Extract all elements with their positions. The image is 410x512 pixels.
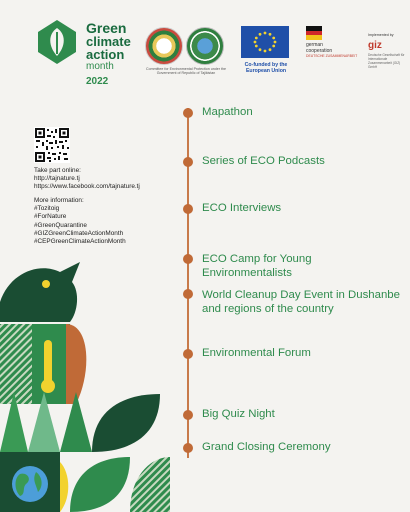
event-world-cleanup-day: World Cleanup Day Event in Dushanbe and regions of the country [202, 289, 400, 315]
striped-leaf-icon [130, 457, 170, 512]
eu-caption: Co-funded by the European Union [244, 62, 288, 74]
german-cooperation-sub: DEUTSCHE ZUSAMMENARBEIT [306, 54, 358, 58]
environment-committee-seal-icon [186, 27, 224, 65]
event-eco-podcasts: Series of ECO Podcasts [202, 155, 325, 167]
hashtag: #ForNature [34, 213, 67, 221]
leaf-icon [70, 457, 130, 512]
timeline-dot [183, 443, 193, 453]
striped-leaf-icon [0, 324, 32, 404]
hashtag: #GIZGreenClimateActionMonth [34, 229, 124, 237]
timeline-dot [183, 410, 193, 420]
event-mapathon: Mapathon [202, 106, 253, 118]
timeline-dot [183, 289, 193, 299]
timeline-dot [183, 349, 193, 359]
eu-flag-icon [241, 26, 289, 58]
timeline-dot [183, 108, 193, 118]
brand-line-climate: climate [86, 34, 131, 49]
brand-title [86, 22, 131, 87]
timeline-dot [183, 157, 193, 167]
brand-line-action: action [86, 47, 125, 62]
timeline-dot [183, 204, 193, 214]
bird-icon [0, 262, 80, 322]
take-part-label: Take part online: [34, 167, 81, 174]
giz-logo: giz [368, 40, 382, 51]
thermometer-icon [44, 340, 52, 384]
nature-illustration [0, 262, 170, 512]
committee-caption: Committee for Environmental Protection under the Government of Republic of Tajikistan [146, 67, 226, 76]
qr-code-icon[interactable] [34, 127, 70, 163]
event-grand-closing-ceremony: Grand Closing Ceremony [202, 441, 331, 453]
brand-line-green: Green [86, 20, 127, 36]
green-climate-action-logo-icon [36, 18, 78, 66]
brand-year: 2022 [86, 76, 109, 87]
url-facebook[interactable]: https://www.facebook.com/tajnature.tj [34, 183, 140, 191]
take-part-block [34, 167, 140, 192]
german-cooperation-label: german cooperation [306, 42, 333, 54]
event-environmental-forum: Environmental Forum [202, 347, 311, 359]
german-flag-icon [306, 26, 322, 40]
timeline-dot [183, 254, 193, 264]
yellow-leaf-icon [60, 462, 68, 512]
implemented-by-caption: Implemented by [368, 33, 394, 37]
event-eco-interviews: ECO Interviews [202, 202, 282, 214]
event-eco-camp: ECO Camp for Young Environmentalists [202, 253, 312, 279]
brand-line-month: month [86, 61, 114, 72]
orange-leaf-icon [66, 324, 86, 404]
more-info-label: More information: [34, 197, 84, 204]
hashtag: #Tozitoig [34, 205, 60, 213]
event-big-quiz-night: Big Quiz Night [202, 408, 275, 420]
hashtag: #GreenQuarantine [34, 221, 87, 229]
hashtag: #CEPGreenClimateActionMonth [34, 238, 126, 246]
url-tajnature[interactable]: http://tajnature.tj [34, 175, 80, 183]
more-information-block [34, 197, 126, 246]
dark-leaf-icon [92, 394, 160, 452]
tajikistan-emblem-icon [145, 27, 183, 65]
giz-sub: Deutsche Gesellschaft für Internationale Zusammenarbeit (GIZ) GmbH [368, 53, 405, 69]
